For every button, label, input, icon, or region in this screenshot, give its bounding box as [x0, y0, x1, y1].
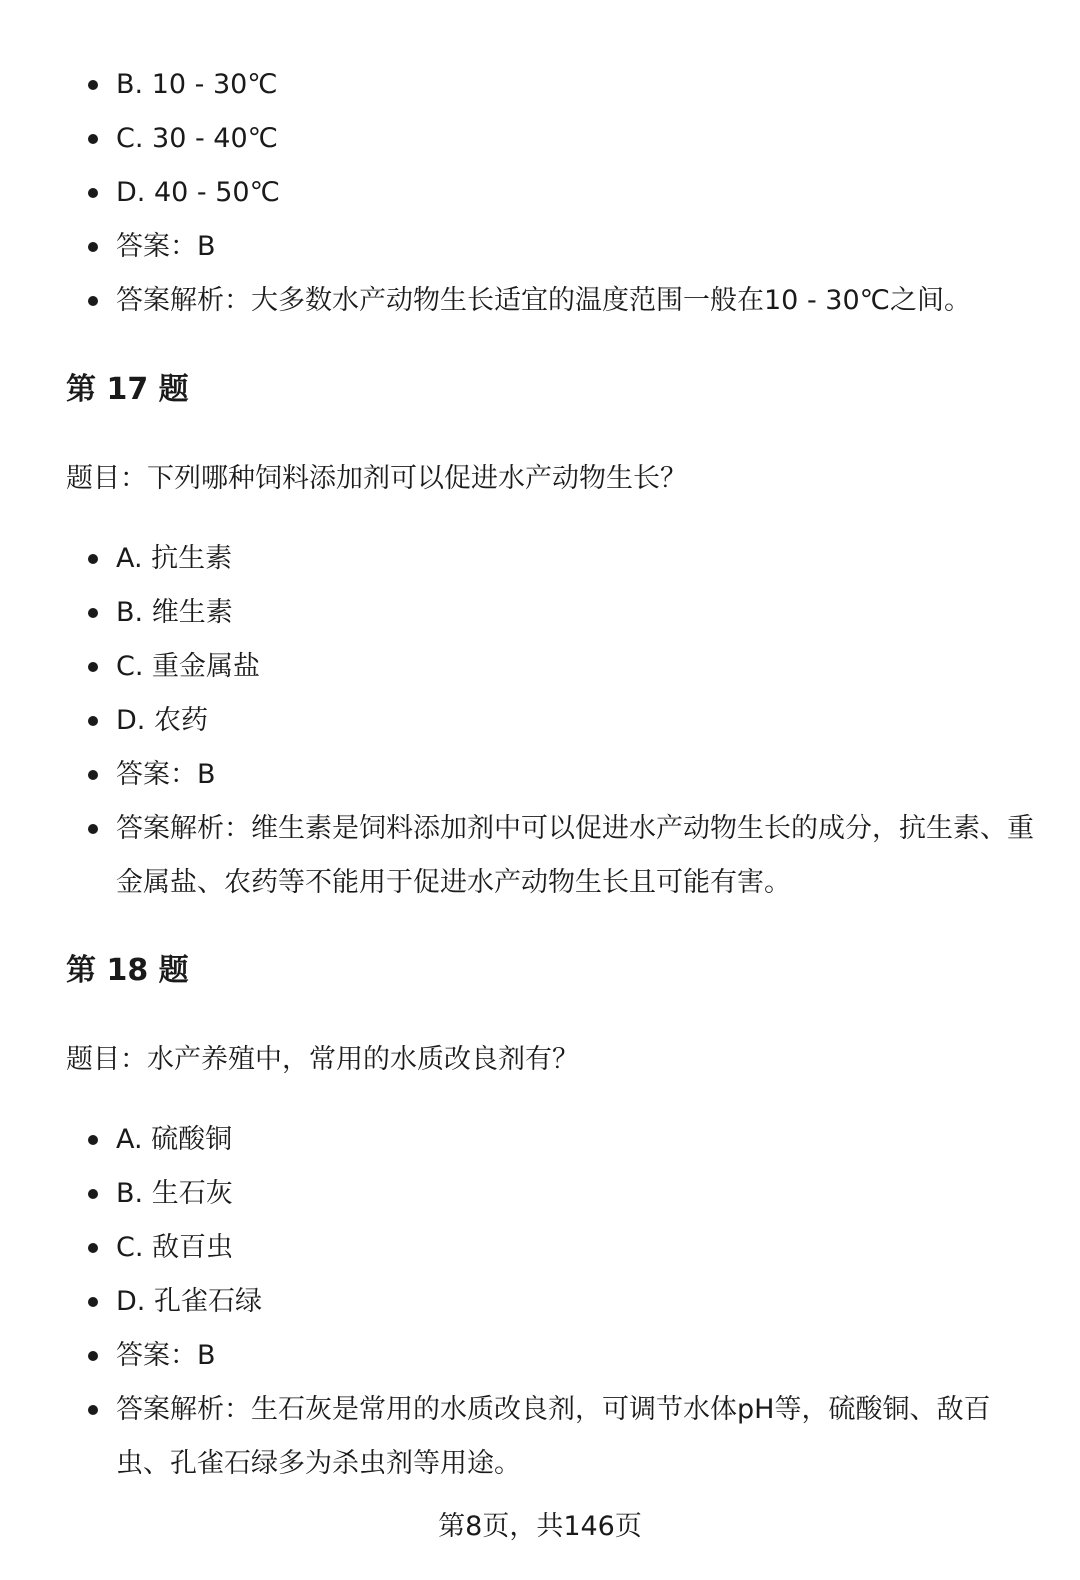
bullet-icon	[88, 1351, 98, 1361]
bullet-icon	[88, 662, 98, 672]
list-item	[66, 1329, 1036, 1383]
analysis-text: 答案解析：生石灰是常用的水质改良剂，可调节水体pH等，硫酸铜、敌百虫、孔雀石绿多为杀虫剂等用途。	[116, 1394, 991, 1479]
bullet-icon	[88, 80, 98, 90]
question-heading: 第 17 题	[66, 372, 189, 407]
list-item	[66, 1167, 1036, 1221]
question-text: 题目：下列哪种饲料添加剂可以促进水产动物生长？	[66, 463, 687, 494]
bullet-icon	[88, 1135, 98, 1145]
bullet-icon	[88, 770, 98, 780]
option-text: B. 10 - 30℃	[116, 69, 278, 100]
list-item	[66, 1113, 1036, 1167]
option-text: D. 孔雀石绿	[116, 1286, 262, 1317]
bullet-icon	[88, 1243, 98, 1253]
list-item	[66, 1383, 1036, 1491]
q17-options	[66, 532, 1036, 910]
q18-options	[66, 1113, 1036, 1491]
option-text: A. 硫酸铜	[116, 1124, 233, 1155]
analysis-text: 答案解析：大多数水产动物生长适宜的温度范围一般在10 - 30℃之间。	[116, 285, 971, 316]
analysis-text: 答案解析：维生素是饲料添加剂中可以促进水产动物生长的成分，抗生素、重金属盐、农药等不能用于促进水产动物生长且可能有害。	[116, 813, 1034, 898]
list-item	[66, 274, 1036, 328]
bullet-icon	[88, 1189, 98, 1199]
list-item	[66, 166, 1036, 220]
list-item	[66, 802, 1036, 910]
bullet-icon	[88, 824, 98, 834]
list-item	[66, 112, 1036, 166]
bullet-icon	[88, 296, 98, 306]
option-text: B. 生石灰	[116, 1178, 233, 1209]
question-text: 题目：水产养殖中，常用的水质改良剂有？	[66, 1044, 579, 1075]
option-text: C. 敌百虫	[116, 1232, 234, 1263]
answer-text: 答案：B	[116, 1340, 216, 1371]
bullet-icon	[88, 554, 98, 564]
bullet-icon	[88, 134, 98, 144]
list-item	[66, 1275, 1036, 1329]
option-text: B. 维生素	[116, 597, 233, 628]
bullet-icon	[88, 608, 98, 618]
bullet-icon	[88, 1405, 98, 1415]
list-item	[66, 586, 1036, 640]
list-item	[66, 640, 1036, 694]
list-item	[66, 694, 1036, 748]
list-item	[66, 220, 1036, 274]
option-text: C. 30 - 40℃	[116, 123, 278, 154]
bullet-icon	[88, 716, 98, 726]
answer-text: 答案：B	[116, 759, 216, 790]
q16-options	[66, 58, 1036, 328]
bullet-icon	[88, 1297, 98, 1307]
page-indicator: 第8页，共146页	[438, 1511, 642, 1542]
option-text: D. 农药	[116, 705, 208, 736]
option-text: D. 40 - 50℃	[116, 177, 280, 208]
bullet-icon	[88, 242, 98, 252]
bullet-icon	[88, 188, 98, 198]
option-text: C. 重金属盐	[116, 651, 261, 682]
answer-text: 答案：B	[116, 231, 216, 262]
option-text: A. 抗生素	[116, 543, 233, 574]
list-item	[66, 58, 1036, 112]
list-item	[66, 1221, 1036, 1275]
list-item	[66, 748, 1036, 802]
list-item	[66, 532, 1036, 586]
question-heading: 第 18 题	[66, 953, 189, 988]
